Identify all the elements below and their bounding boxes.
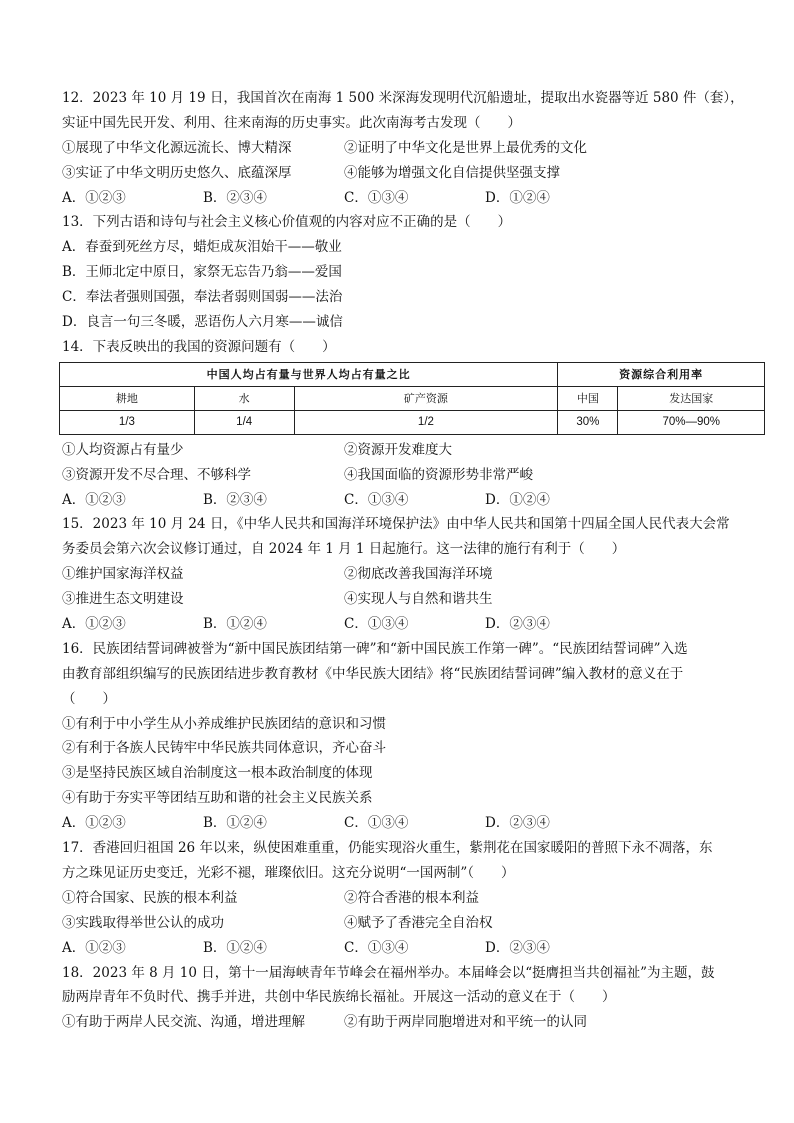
statement-row (62, 136, 742, 161)
choice-row (62, 488, 742, 513)
question-stem: 由教育部组织编写的民族团结进步教育教材《中华民族大团结》将“民族团结誓词碑”编入教材的意义在于 (62, 665, 684, 682)
choice-b: B．②③④ (203, 491, 267, 508)
statement-3: ③推进生态文明建设 (62, 591, 184, 608)
statement-4: ④我国面临的资源形势非常严峻 (344, 466, 533, 483)
question-stem: 15．2023 年 10 月 24 日，《中华人民共和国海洋环境保护法》由中华人民共和国第十四届全国人民代表大会常 (62, 516, 730, 533)
question-18 (62, 961, 742, 1036)
choice-c: C．①③④ (344, 189, 409, 206)
question-stem: 14．下表反映出的我国的资源问题有（ ） (62, 338, 336, 355)
choice-c: C．①③④ (344, 939, 409, 956)
statement-4: ④赋予了香港完全自治权 (344, 914, 493, 931)
choice-c: C．奉法者强则国强，奉法者弱则国弱——法治 (62, 289, 343, 306)
question-stem: 17．香港回归祖国 26 年以来，纵使困难重重，仍能实现浴火重生，紫荆花在国家暖阳的普照下永不凋落，东 (62, 840, 713, 857)
table-cell: 1/3 (60, 410, 195, 434)
choice-row (62, 186, 742, 211)
table-cell: 70%—90% (618, 410, 765, 434)
statement-2: ②证明了中华文化是世界上最优秀的文化 (344, 139, 587, 156)
question-14 (62, 335, 742, 513)
question-17 (62, 836, 742, 960)
statement-row (62, 562, 742, 587)
question-16 (62, 637, 742, 836)
choice-a: A．春蚕到死丝方尽，蜡炬成灰泪始干——敬业 (62, 239, 342, 256)
answer-blank: （ ） (62, 690, 116, 707)
choice-row (62, 936, 742, 961)
statement-row (62, 886, 742, 911)
statement-row (62, 587, 742, 612)
choice-d: D．①②④ (485, 189, 550, 206)
table-header: 耕地 (60, 386, 195, 410)
choice-b: B．①②④ (203, 939, 267, 956)
question-13 (62, 210, 742, 334)
table-header: 发达国家 (618, 386, 765, 410)
statement-4: ④实现人与自然和谐共生 (344, 591, 493, 608)
choice-c: C．①③④ (344, 815, 409, 832)
statement-1: ①维护国家海洋权益 (62, 566, 184, 583)
question-stem: 务委员会第六次会议修订通过，自 2024 年 1 月 1 日起施行。这一法律的施行有利于（ ） (62, 541, 626, 558)
choice-d: D．②③④ (485, 616, 550, 633)
table-cell: 1/2 (294, 410, 558, 434)
choice-b: B．②③④ (203, 189, 267, 206)
choice-a: A．①②③ (62, 491, 126, 508)
statement-2: ②有助于两岸同胞增进对和平统一的认同 (344, 1014, 587, 1031)
statement-2: ②彻底改善我国海洋环境 (344, 566, 493, 583)
choice-c: C．①③④ (344, 616, 409, 633)
statement-2: ②符合香港的根本利益 (344, 889, 479, 906)
question-stem: 方之珠见证历史变迁，光彩不褪，璀璨依旧。这充分说明“一国两制”（ ） (62, 864, 515, 881)
choice-d: D．②③④ (485, 939, 550, 956)
exam-page (62, 86, 742, 1035)
statement-row (62, 438, 742, 463)
statement-3: ③实证了中华文明历史悠久、底蕴深厚 (62, 164, 292, 181)
question-stem: 16．民族团结誓词碑被誉为“新中国民族团结第一碑”和“新中国民族工作第一碑”。“民族团结誓词碑”入选 (62, 640, 688, 657)
table-group-header: 中国人均占有量与世界人均占有量之比 (60, 362, 558, 386)
choice-row (62, 612, 742, 637)
choice-d: D．②③④ (485, 815, 550, 832)
choice-a: A．①②③ (62, 616, 126, 633)
choice-c: C．①③④ (344, 491, 409, 508)
statement-2: ②有利于各族人民铸牢中华民族共同体意识，齐心奋斗 (62, 740, 386, 757)
statement-1: ①展现了中华文化源远流长、博大精深 (62, 139, 292, 156)
question-12 (62, 86, 742, 210)
statement-row (62, 1010, 742, 1035)
statement-row (62, 161, 742, 186)
statement-3: ③资源开发不尽合理、不够科学 (62, 466, 251, 483)
statement-1: ①人均资源占有量少 (62, 441, 184, 458)
choice-a: A．①②③ (62, 939, 126, 956)
statement-3: ③实践取得举世公认的成功 (62, 914, 224, 931)
choice-b: B．①②④ (203, 815, 267, 832)
choice-b: B．①②④ (203, 616, 267, 633)
choice-d: D．①②④ (485, 491, 550, 508)
resource-table (59, 362, 765, 435)
statement-4: ④有助于夯实平等团结互助和谐的社会主义民族关系 (62, 790, 373, 807)
table-header: 水 (194, 386, 294, 410)
table-header: 矿产资源 (294, 386, 558, 410)
statement-1: ①有助于两岸人民交流、沟通，增进理解 (62, 1014, 305, 1031)
question-stem: 实证中国先民开发、利用、往来南海的历史事实。此次南海考古发现（ ） (62, 114, 521, 131)
choice-a: A．①②③ (62, 815, 126, 832)
statement-row (62, 911, 742, 936)
choice-row (62, 811, 742, 836)
question-stem: 18．2023 年 8 月 10 日，第十一届海峡青年节峰会在福州举办。本届峰会以“挺膺担当共创福祉”为主题，鼓 (62, 964, 715, 981)
statement-1: ①符合国家、民族的根本利益 (62, 889, 238, 906)
question-15 (62, 512, 742, 636)
statement-3: ③是坚持民族区域自治制度这一根本政治制度的体现 (62, 765, 373, 782)
question-stem: 12．2023 年 10 月 19 日，我国首次在南海 1 500 米深海发现明代沉船遗址，提取出水瓷器等近 580 件（套）， (62, 90, 744, 106)
choice-d: D．良言一句三冬暖，恶语伤人六月寒——诚信 (62, 314, 343, 331)
table-cell: 30% (558, 410, 618, 434)
table-cell: 1/4 (194, 410, 294, 434)
choice-a: A．①②③ (62, 189, 126, 206)
statement-row (62, 463, 742, 488)
question-stem: 13．下列古语和诗句与社会主义核心价值观的内容对应不正确的是（ ） (62, 214, 512, 231)
table-header: 中国 (558, 386, 618, 410)
statement-1: ①有利于中小学生从小养成维护民族团结的意识和习惯 (62, 715, 386, 732)
statement-4: ④能够为增强文化自信提供坚强支撑 (344, 164, 560, 181)
table-group-header: 资源综合利用率 (558, 362, 765, 386)
choice-b: B．王师北定中原日，家祭无忘告乃翁——爱国 (62, 264, 342, 281)
question-stem: 励两岸青年不负时代、携手并进，共创中华民族绵长福祉。开展这一活动的意义在于（ ） (62, 989, 616, 1006)
statement-2: ②资源开发难度大 (344, 441, 452, 458)
